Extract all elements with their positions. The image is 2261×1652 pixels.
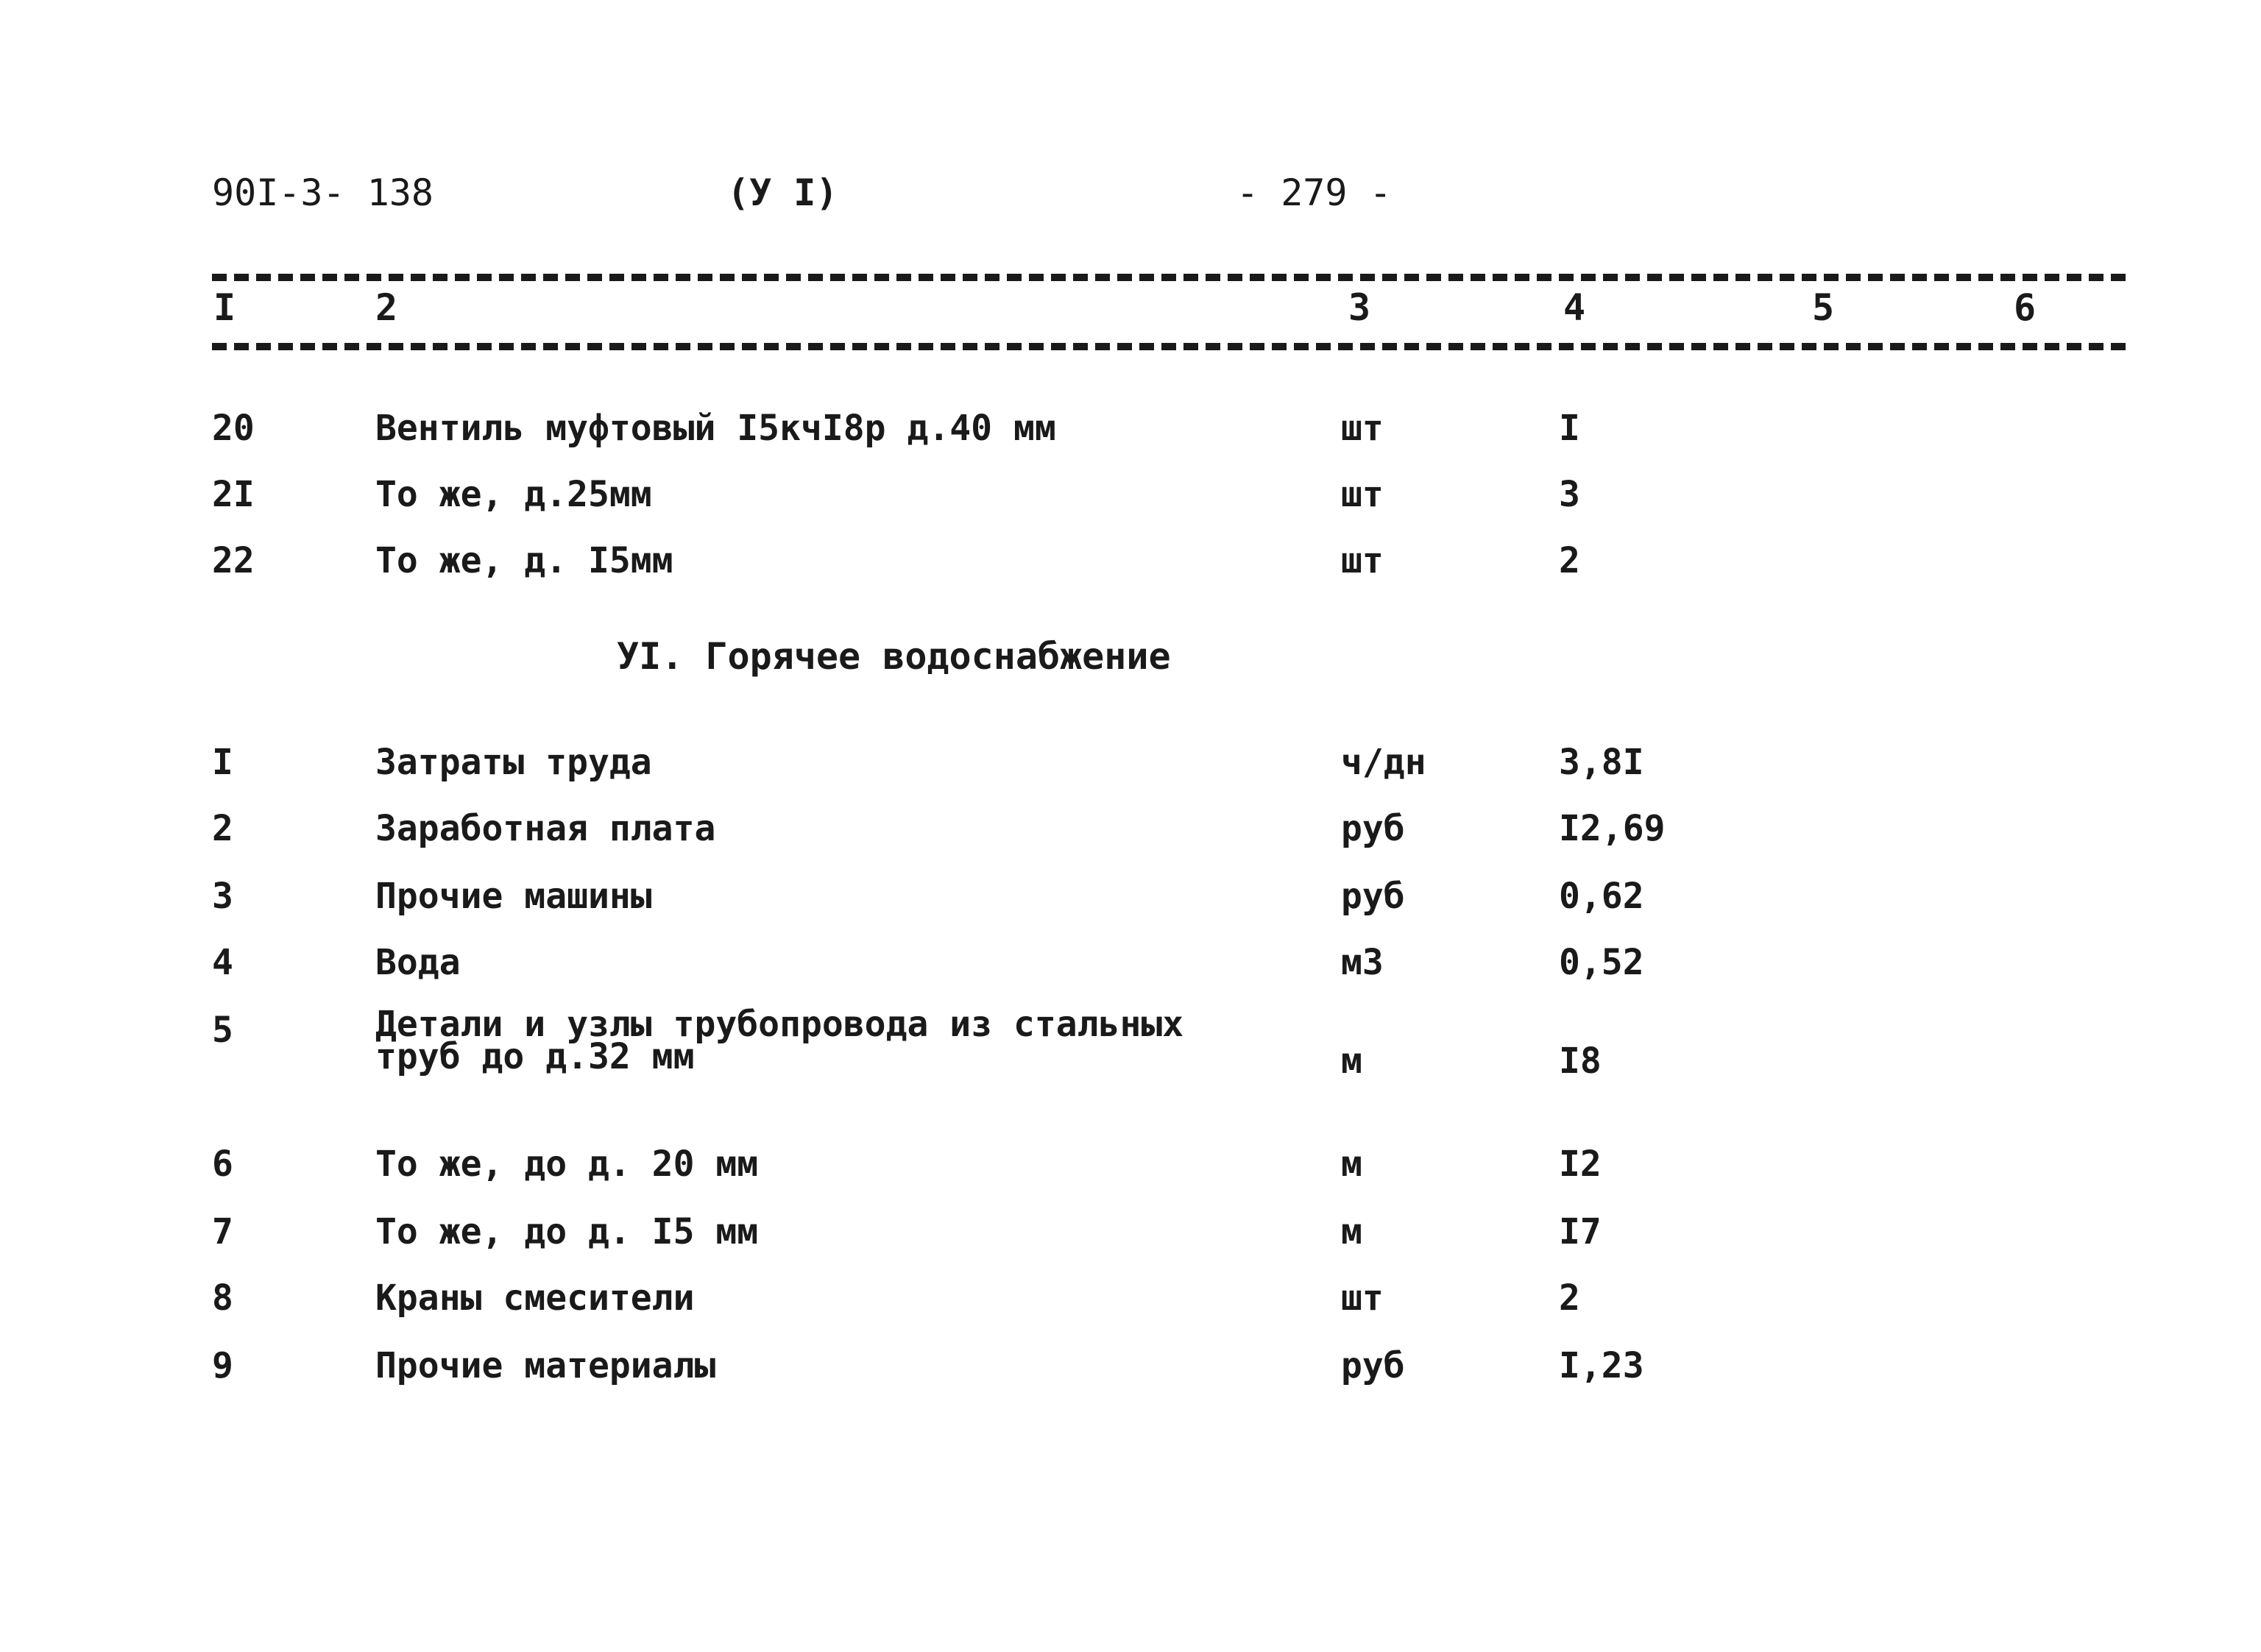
section-title: УI. Горячее водоснабжение (617, 635, 1171, 678)
row-number: 4 (212, 942, 233, 983)
column-number-4: 4 (1563, 286, 1586, 329)
doc-code: 90I-3- 138 (212, 171, 434, 214)
table-row (0, 940, 2261, 985)
table-row (0, 874, 2261, 918)
row-quantity: 2 (1559, 1277, 1580, 1319)
row-quantity: I (1559, 408, 1580, 449)
column-number-1: I (213, 286, 236, 329)
table-row (0, 1344, 2261, 1388)
column-number-6: 6 (2014, 286, 2037, 329)
row-unit: шт (1341, 474, 1384, 515)
page-number: - 279 - (1236, 171, 1392, 214)
table-row (0, 1004, 2261, 1096)
row-number: 6 (212, 1144, 233, 1185)
table-row (0, 806, 2261, 851)
row-name: Прочие машины (375, 876, 652, 917)
row-name: То же, д. I5мм (375, 540, 673, 581)
row-quantity: I2,69 (1559, 808, 1666, 849)
column-number-2: 2 (375, 286, 398, 329)
table-row (0, 472, 2261, 517)
row-name: Заработная плата (375, 808, 716, 849)
row-unit: шт (1341, 408, 1384, 449)
row-quantity: 2 (1559, 540, 1580, 581)
row-number: 20 (212, 408, 255, 449)
row-name: Затраты труда (375, 742, 652, 783)
row-unit: м3 (1341, 942, 1384, 983)
row-quantity: I8 (1559, 1041, 1602, 1082)
row-quantity: I2 (1559, 1144, 1602, 1185)
row-unit: шт (1341, 540, 1384, 581)
row-quantity: 0,62 (1559, 876, 1644, 917)
row-name: То же, д.25мм (375, 474, 652, 515)
row-number: 2 (212, 808, 233, 849)
row-number: 9 (212, 1345, 233, 1386)
row-unit: руб (1341, 808, 1405, 849)
album-label: (У I) (727, 171, 838, 214)
row-quantity: 3 (1559, 474, 1580, 515)
row-unit: руб (1341, 876, 1405, 917)
row-unit: м (1341, 1041, 1362, 1082)
table-row (0, 740, 2261, 784)
table-row (0, 1210, 2261, 1254)
header-rule-bottom (212, 343, 2126, 350)
row-number: 22 (212, 540, 255, 581)
row-quantity: 0,52 (1559, 942, 1644, 983)
row-name: Прочие материалы (375, 1345, 716, 1386)
row-name: Краны смесители (375, 1277, 695, 1319)
row-unit: шт (1341, 1277, 1384, 1319)
row-quantity: I7 (1559, 1211, 1602, 1252)
row-number: I (212, 742, 233, 783)
row-quantity: I,23 (1559, 1345, 1644, 1386)
row-number: 2I (212, 474, 255, 515)
row-name: Детали и узлы трубопровода из стальных труб до д.32 мм (375, 1004, 1184, 1077)
row-unit: м (1341, 1144, 1362, 1185)
row-unit: руб (1341, 1345, 1405, 1386)
row-number: 3 (212, 876, 233, 917)
row-name: Вентиль муфтовый I5кчI8р д.40 мм (375, 408, 1056, 449)
header-rule-top (212, 274, 2126, 281)
row-number: 7 (212, 1211, 233, 1252)
row-number: 5 (212, 1010, 233, 1051)
row-number: 8 (212, 1277, 233, 1319)
row-quantity: 3,8I (1559, 742, 1644, 783)
column-number-3: 3 (1348, 286, 1371, 329)
row-unit: м (1341, 1211, 1362, 1252)
table-row (0, 406, 2261, 450)
table-row (0, 539, 2261, 583)
row-unit: ч/дн (1341, 742, 1426, 783)
table-row (0, 1276, 2261, 1320)
table-row (0, 1142, 2261, 1186)
row-name: То же, до д. I5 мм (375, 1211, 759, 1252)
column-number-5: 5 (1812, 286, 1835, 329)
row-name: То же, до д. 20 мм (375, 1144, 759, 1185)
row-name: Вода (375, 942, 461, 983)
